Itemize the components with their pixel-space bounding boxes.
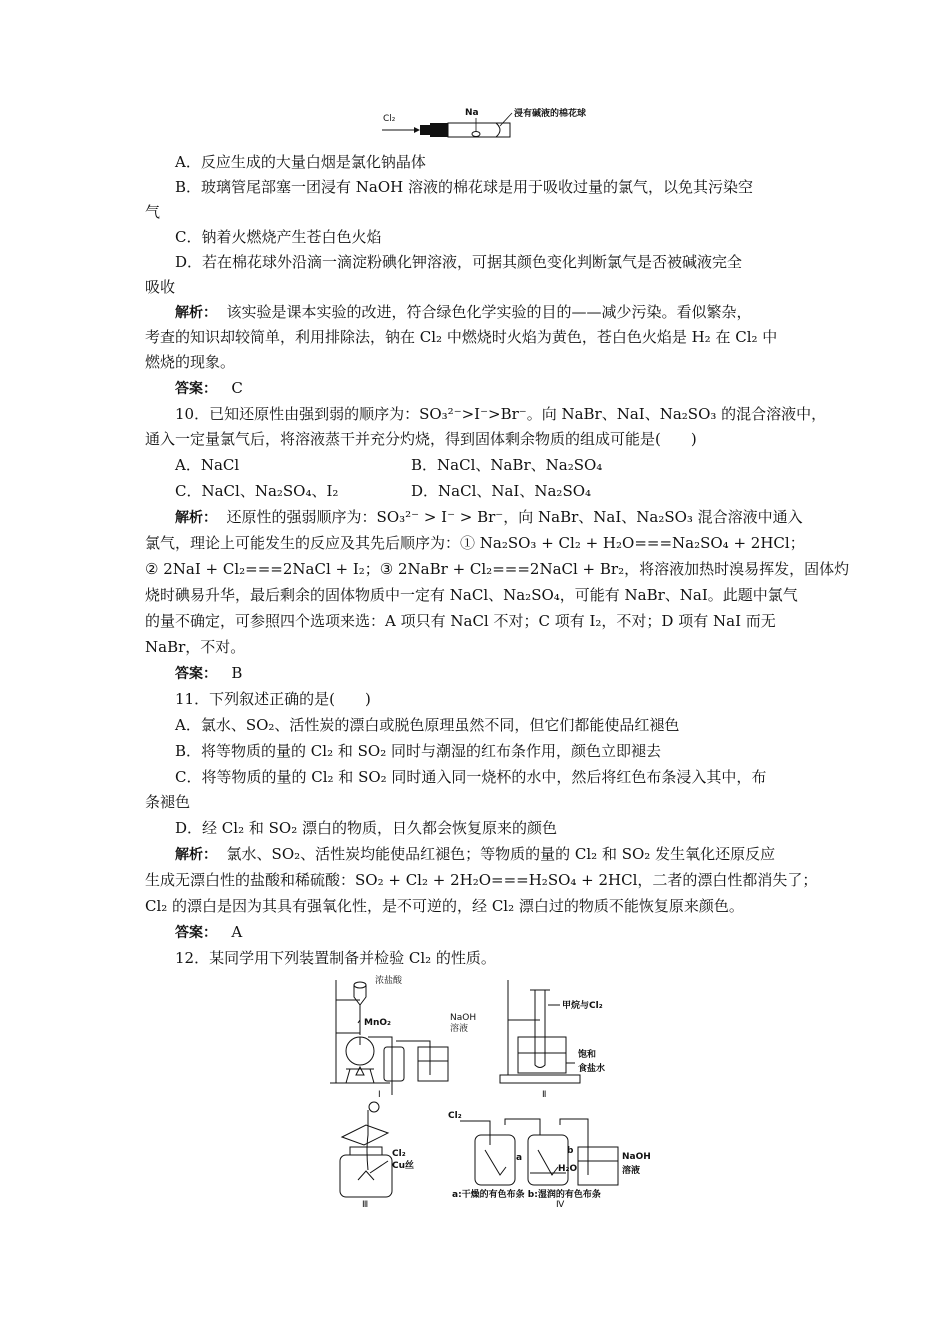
roman-1-label: Ⅰ bbox=[378, 1090, 381, 1100]
apparatus-3 bbox=[340, 1102, 392, 1197]
q11-answer-label: 答案： bbox=[175, 925, 217, 941]
q9-answer-label: 答案： bbox=[175, 381, 217, 397]
apparatus-2 bbox=[500, 980, 580, 1083]
q10-explanation-line5: 的量不确定，可参照四个选项来选：A 项只有 NaCl 不对；C 项有 I₂，不对；D 项有 NaI 而无 bbox=[145, 612, 776, 630]
roman-3-label: Ⅲ bbox=[362, 1200, 369, 1207]
q11-option-c-line1: C．将等物质的量的 Cl₂ 和 SO₂ 同时通入同一烧杯的水中，然后将红色布条浸入其中，布 bbox=[175, 768, 767, 786]
q10-explanation-line1 bbox=[145, 505, 803, 531]
q9-explanation-text1: 该实验是课本实验的改进，符合绿色化学实验的目的——减少污染。看似繁杂， bbox=[226, 303, 752, 321]
q11-explanation-line1 bbox=[145, 842, 775, 868]
q9-answer bbox=[145, 376, 243, 402]
cl2-label-3: Cl₂ bbox=[392, 1149, 406, 1159]
q11-option-a: A．氯水、SO₂、活性炭的漂白或脱色原理虽然不同，但它们都能使品红褪色 bbox=[175, 716, 680, 734]
q10-explanation-line2: 氯气，理论上可能发生的反应及其先后顺序为：① Na₂SO₃ + Cl₂ + H₂O===Na₂SO₄ + 2HCl； bbox=[145, 534, 805, 552]
mno2-label: MnO₂ bbox=[364, 1018, 391, 1028]
cotton-label: 浸有碱液的棉花球 bbox=[514, 109, 587, 119]
methane-cl2-label: 甲烷与Cl₂ bbox=[562, 1001, 603, 1011]
cl2-label-4: Cl₂ bbox=[448, 1111, 462, 1121]
q9-explanation-line1 bbox=[145, 300, 752, 326]
q9-option-b-line1: B．玻璃管尾部塞一团浸有 NaOH 溶液的棉花球是用于吸收过量的氯气，以免其污染空 bbox=[175, 178, 754, 196]
water-label: H₂O bbox=[558, 1164, 578, 1174]
q12-stem: 12．某同学用下列装置制备并检验 Cl₂ 的性质。 bbox=[175, 949, 496, 967]
naoh-label-1: NaOH bbox=[450, 1013, 477, 1023]
q10-explanation-line6: NaBr，不对。 bbox=[145, 638, 246, 656]
q9-answer-value: C bbox=[231, 379, 243, 397]
chlorine-apparatus-figure bbox=[330, 975, 680, 1207]
q10-option-b: B．NaCl、NaBr、Na₂SO₄ bbox=[411, 456, 603, 474]
cotton-ball bbox=[496, 123, 500, 137]
q9-option-c: C．钠着火燃烧产生苍白色火焰 bbox=[175, 228, 382, 246]
q10-stem-line2: 通入一定量氯气后，将溶液蒸干并充分灼烧，得到固体剩余物质的组成可能是( ) bbox=[145, 430, 697, 448]
saturated-label: 饱和 bbox=[578, 1050, 597, 1060]
sodium-piece bbox=[472, 132, 480, 137]
q9-option-a: A．反应生成的大量白烟是氯化钠晶体 bbox=[175, 153, 426, 171]
q11-explanation-text1: 氯水、SO₂、活性炭均能使品红褪色；等物质的量的 Cl₂ 和 SO₂ 发生氧化还原反应 bbox=[226, 845, 776, 863]
q10-option-d: D．NaCl、NaI、Na₂SO₄ bbox=[411, 482, 592, 500]
rubber-stopper bbox=[430, 123, 448, 137]
q9-option-b-line2: 气 bbox=[145, 203, 161, 221]
q9-explanation-line2: 考查的知识却较简单，利用排除法，钠在 Cl₂ 中燃烧时火焰为黄色，苍白色火焰是 H₂ 在 Cl₂ 中 bbox=[145, 328, 778, 346]
q11-explanation-line3: Cl₂ 的漂白是因为其具有强氧化性，是不可逆的，经 Cl₂ 漂白过的物质不能恢复原来颜色。 bbox=[145, 897, 744, 915]
conc-hcl-label: 浓盐酸 bbox=[375, 976, 403, 986]
q11-option-b: B．将等物质的量的 Cl₂ 和 SO₂ 同时与潮湿的红布条作用，颜色立即褪去 bbox=[175, 742, 661, 760]
arrow-head bbox=[414, 127, 420, 133]
q10-stem-line1: 10．已知还原性由强到弱的顺序为：SO₃²⁻>I⁻>Br⁻。向 NaBr、NaI、Na₂SO₃ 的混合溶液中， bbox=[175, 405, 827, 423]
q11-answer-value: A bbox=[231, 923, 243, 941]
copper-wire-label: Cu丝 bbox=[392, 1161, 415, 1171]
q9-explanation-label: 解析： bbox=[175, 305, 217, 321]
q9-explanation-line3: 燃烧的现象。 bbox=[145, 353, 236, 371]
roman-2-label: Ⅱ bbox=[542, 1090, 547, 1100]
cloth-a-label: a bbox=[516, 1153, 523, 1163]
naoh-label-4: NaOH bbox=[622, 1152, 651, 1162]
brine-label: 食盐水 bbox=[578, 1064, 606, 1074]
solution-label-4: 溶液 bbox=[622, 1166, 641, 1176]
q11-answer bbox=[145, 920, 242, 946]
solution-label-1: 溶液 bbox=[450, 1024, 469, 1034]
q11-explanation-line2: 生成无漂白性的盐酸和稀硫酸：SO₂ + Cl₂ + 2H₂O===H₂SO₄ + 2HCl，二者的漂白性都消失了； bbox=[145, 871, 818, 889]
cloth-b-label: b bbox=[567, 1146, 574, 1156]
q11-explanation-label: 解析： bbox=[175, 847, 217, 863]
q10-explanation-text1: 还原性的强弱顺序为：SO₃²⁻ > I⁻ > Br⁻，向 NaBr、NaI、Na₂SO₃ 混合溶液中通入 bbox=[226, 508, 803, 526]
q11-option-d: D．经 Cl₂ 和 SO₂ 漂白的物质，日久都会恢复原来的颜色 bbox=[175, 819, 557, 837]
q10-explanation-label: 解析： bbox=[175, 510, 217, 526]
inlet-tube bbox=[420, 125, 430, 135]
apparatus-4 bbox=[460, 1119, 618, 1185]
na-label: Na bbox=[465, 108, 479, 118]
q11-stem: 11．下列叙述正确的是( ) bbox=[175, 690, 371, 708]
q10-explanation-line3: ② 2NaI + Cl₂===2NaCl + I₂；③ 2NaBr + Cl₂===2NaCl + Br₂，将溶液加热时溴易挥发，固体灼 bbox=[145, 560, 850, 578]
q10-explanation-line4: 烧时碘易升华，最后剩余的固体物质中一定有 NaCl、Na₂SO₄，可能有 NaBr、NaI。此题中氯气 bbox=[145, 586, 798, 604]
cloth-caption: a:干燥的有色布条 b:湿润的有色布条 bbox=[452, 1190, 601, 1200]
q10-answer bbox=[145, 661, 242, 687]
q11-option-c-line2: 条褪色 bbox=[145, 793, 191, 811]
cl2-label: Cl₂ bbox=[383, 114, 396, 124]
q9-option-d-line1: D．若在棉花球外沿滴一滴淀粉碘化钾溶液，可据其颜色变化判断氯气是否被碱液完全 bbox=[175, 253, 743, 271]
q10-option-c: C．NaCl、Na₂SO₄、I₂ bbox=[175, 482, 339, 500]
q10-option-a: A．NaCl bbox=[175, 456, 240, 474]
apparatus-1 bbox=[330, 980, 448, 1095]
sodium-chlorine-apparatus-figure bbox=[378, 101, 618, 147]
roman-4-label: Ⅳ bbox=[556, 1200, 565, 1207]
q10-answer-label: 答案： bbox=[175, 666, 217, 682]
q9-option-d-line2: 吸收 bbox=[145, 278, 176, 296]
q10-answer-value: B bbox=[231, 664, 243, 682]
